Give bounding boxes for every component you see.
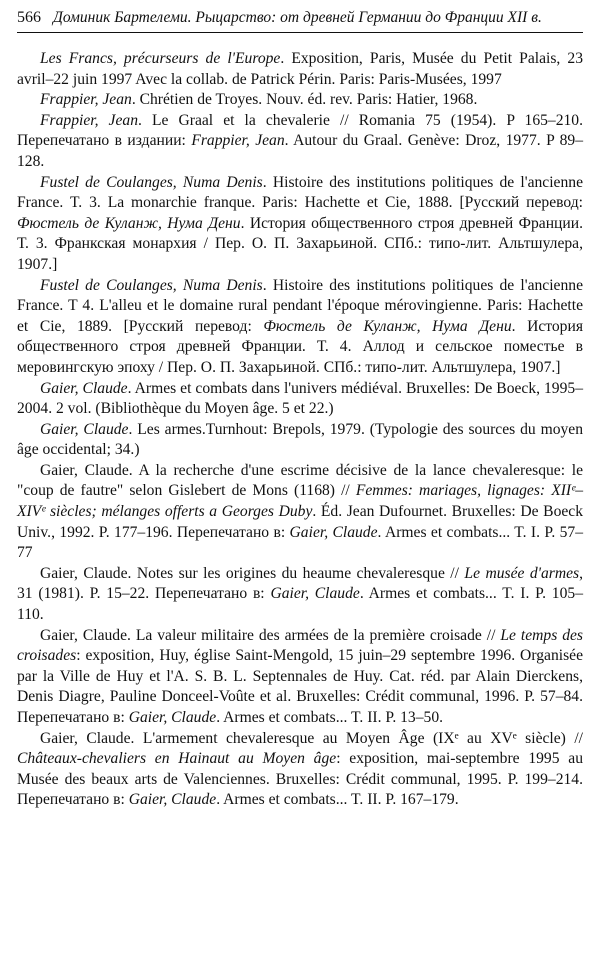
bibliography-entry [17,564,583,626]
entry-text: . Histoire des institutions politiques de l'ancienne France. T 4. L'alleu et le domaine rural pendant l'époque mérovingienne. Paris: Hachette et Cie, 1889. [Русский перевод: [17,276,583,335]
bibliography-entry [17,379,583,420]
entry-text: . Les armes.Turnhout: Brepols, 1979. (Typologie des sources du moyen âge occidental; 34.) [17,420,584,459]
entry-author-or-title: Gaier, Claude [40,379,128,397]
entry-text: , 31 (1981). P. 15–22. Перепечатано в: [17,564,583,603]
entry-author-or-title: Châteaux-chevaliers en Hainaut au Moyen âge [17,750,337,768]
entry-author-or-title: Fustel de Coulanges, Numa Denis [40,173,263,191]
entry-text: . История общественного строя древней Франции. Т. 4. Аллод и сельское поместье в меровингскую эпоху / Пер. О. П. Захарьиной. СПб.: типо-лит. Альтшулера, 1907.] [17,317,583,376]
entry-text: : exposition, Huy, église Saint-Mengold, 15 juin–29 septembre 1996. Organisée par la Ville de Huy et l'A. S. B. L. Septennales de Huy. Cat. réd. par Alain Dierckens, Denis Diagre, Pauline Donceel-Voûte et al. Bruxelles: Crédit communal, 1996. P. 57–84. Перепечатано в: [17,647,583,726]
bibliography-entry [17,276,583,379]
entry-text: . Armes et combats... T. I. P. 57–77 [17,523,584,562]
entry-author-or-title: Frappier, Jean [40,91,132,109]
entry-author-or-title: Frappier, Jean [191,132,285,150]
entry-text: . Armes et combats... T. II. P. 13–50. [216,709,444,726]
entry-author-or-title: Gaier, Claude [128,709,217,726]
entry-author-or-title: Фюстель де Куланж, Нума Дени [17,214,241,232]
entry-text: . Le Graal et la chevalerie // Romania 75 (1954). P 165–210. Перепечатано в издании: [17,111,583,150]
entry-author-or-title: Les Francs, précurseurs de l'Europe [40,50,281,67]
entry-author-or-title: Fustel de Coulanges, Numa Denis [40,276,263,294]
entry-text: Gaier, Claude. Notes sur les origines du heaume chevaleresque // [40,564,465,582]
entry-author-or-title: Femmes: mariages, lignages: XIIᵉ–XIVᵉ siècles; mélanges offerts a Georges Duby [17,482,583,521]
entry-text: . Armes et combats... T. I. P. 105–110. [17,585,583,624]
entry-author-or-title: Gaier, Claude [40,420,129,438]
bibliography-list [17,49,583,811]
page-number: 566 [17,9,41,26]
entry-text: . Chrétien de Troyes. Nouv. éd. rev. Paris: Hatier, 1968. [131,91,478,109]
entry-text: Gaier, Claude. L'armement chevaleresque au Moyen Âge (IXᵉ au XVᵉ siècle) // [40,729,583,747]
entry-text: . Éd. Jean Dufournet. Bruxelles: De Boeck Univ., 1992. P. 177–196. Перепечатано в: [17,503,583,541]
entry-text: Gaier, Claude. A la recherche d'une escrime décisive de la lance chevaleresque: le "coup de fautre" selon Gislebert de Mons (1168) // [17,461,583,500]
entry-text: Gaier, Claude. La valeur militaire des armées de la première croisade // [40,626,501,644]
entry-text: . Autour du Graal. Genève: Droz, 1977. P 89–128. [17,132,584,170]
entry-author-or-title: Gaier, Claude [289,523,378,541]
bibliography-entry [17,111,583,173]
entry-author-or-title: Gaier, Claude [128,791,217,809]
bibliography-entry [17,626,583,729]
running-title: Доминик Бартелеми. Рыцарство: от древней Германии до Франции XII в. [53,9,542,26]
entry-author-or-title: Gaier, Claude [270,585,360,603]
entry-author-or-title: Le musée d'armes [464,564,580,582]
entry-text: . История общественного строя древней Франции. Т. 3. Франкская монархия / Пер. О. П. Захарьиной. СПб.: типо-лит. Альтшулера, 1907.] [17,214,583,273]
entry-author-or-title: Фюстель де Куланж, Нума Дени [263,317,512,335]
bibliography-entry [17,90,583,111]
entry-author-or-title: Le temps des croisades [17,626,583,665]
entry-text: . Armes et combats... T. II. P. 167–179. [216,791,459,809]
entry-text: . Armes et combats dans l'univers médiéval. Bruxelles: De Boeck, 1995–2004. 2 vol. (Bibliothèque du Moyen âge. 5 et 22.) [17,379,583,418]
bibliography-entry [17,173,583,276]
bibliography-entry [17,729,583,811]
entry-text: . Histoire des institutions politiques de l'ancienne France. T. 3. La monarchie franque. Paris: Hachette et Cie, 1888. [Русский перевод: [17,173,583,212]
entry-text: . Exposition, Paris, Musée du Petit Palais, 23 avril–22 juin 1997 Avec la collab. de Patrick Périn. Paris: Paris-Musées, 1997 [17,50,583,88]
bibliography-entry [17,461,583,564]
book-page [17,8,583,811]
page-header [17,8,583,33]
entry-text: : exposition, mai-septembre 1995 au Musée des beaux arts de Valenciennes. Bruxelles: Crédit communal, 1995. P. 199–214. Перепечатано в: [17,750,583,809]
bibliography-entry [17,49,583,90]
entry-author-or-title: Frappier, Jean [40,111,138,129]
bibliography-entry [17,420,583,461]
